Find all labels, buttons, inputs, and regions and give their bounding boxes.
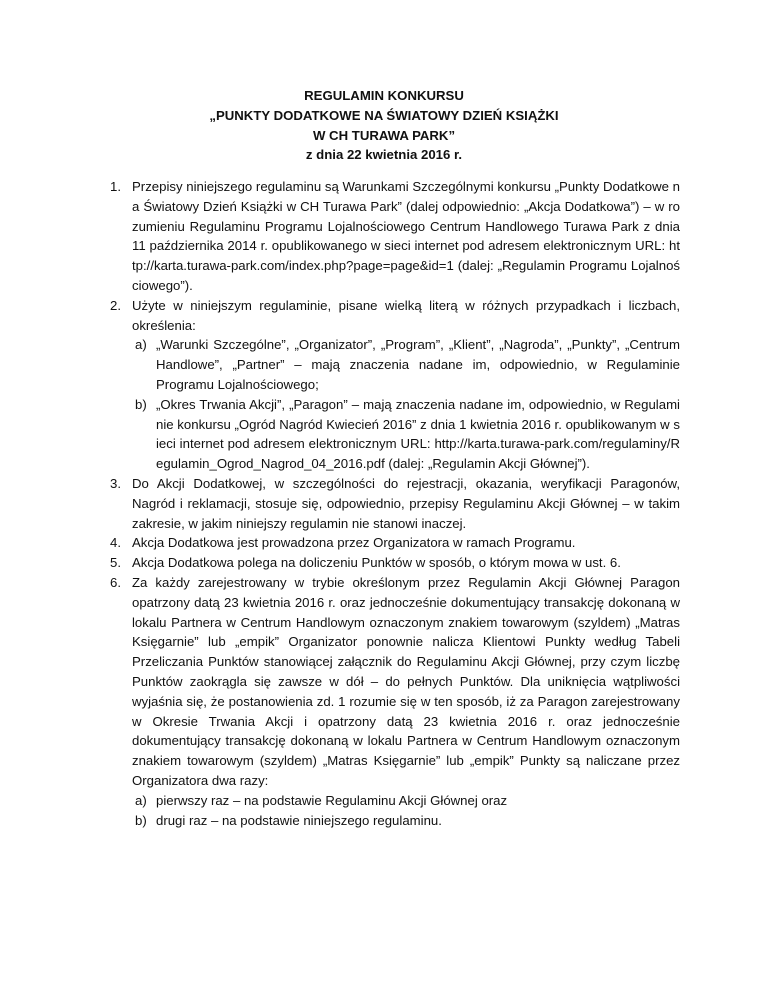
paragraph-1	[108, 177, 680, 296]
title-line-2: „PUNKTY DODATKOWE NA ŚWIATOWY DZIEŃ KSIĄŻKI	[209, 107, 559, 123]
paragraph-3	[108, 474, 680, 533]
document-title	[0, 86, 768, 165]
subitem-b	[132, 811, 680, 831]
paragraph-text: Za każdy zarejestrowany w trybie określonym przez Regulamin Akcji Głównej Paragon opatrzony datą 23 kwietnia 2016 r. oraz jednocześnie dokumentujący transakcję dokonaną w lokalu Partnera w Centrum Handlowym oznaczonym znakiem towarowym (szyldem) „Matras Księgarnie” lub „empik” Organizator ponownie nalicza Klientowi Punkty według Tabeli Przeliczania Punktów stanowiącej załącznik do Regulaminu Akcji Głównej, przy czym liczbę Punktów zaokrągla się zawsze w dół – do pełnych Punktów. Dla uniknięcia wątpliwości wyjaśnia się, że postanowienia zd. 1 rozumie się w ten sposób, iż za Paragon zarejestrowany w Okresie Trwania Akcji i opatrzony datą 23 kwietnia 2016 r. oraz jednocześnie dokumentujący transakcję dokonaną w lokalu Partnera w Centrum Handlowym oznaczonym znakiem towarowym (szyldem) „Matras Księgarnie” lub „empik” Punkty są naliczane przez Organizatora dwa razy:	[132, 574, 680, 788]
subitem-a	[132, 335, 680, 394]
subitem-a	[132, 791, 680, 811]
paragraph-text: Przepisy niniejszego regulaminu są Warunkami Szczególnymi konkursu „Punkty Dodatkowe na Światowy Dzień Książki w CH Turawa Park” (dalej odpowiednio: „Akcja Dodatkowa”) – w rozumieniu Regulaminu Programu Lojalnościowego Centrum Handlowego Turawa Park z dnia 11 października 2014 r. opublikowanego w sieci internet pod adresem elektronicznym URL: http://karta.turawa-park.com/index.php?page=page&id=1 (dalej: „Regulamin Programu Lojalnościowego”).	[132, 179, 680, 293]
subitem-label: a)	[135, 792, 147, 808]
subitem-label: b)	[135, 812, 147, 828]
paragraph-number: 2.	[110, 297, 121, 313]
paragraph-text: Do Akcji Dodatkowej, w szczególności do rejestracji, okazania, weryfikacji Paragonów, Nagród i reklamacji, stosuje się, odpowiednio, przepisy Regulaminu Akcji Głównej – w takim zakresie, w jakim niniejszy regulamin nie stanowi inaczej.	[132, 475, 680, 531]
subitem-b	[132, 395, 680, 474]
paragraph-2	[108, 296, 680, 474]
paragraph-6	[108, 573, 680, 830]
regulation-body	[108, 177, 680, 830]
paragraph-text: Akcja Dodatkowa polega na doliczeniu Punktów w sposób, o którym mowa w ust. 6.	[132, 555, 621, 571]
title-line-3: W CH TURAWA PARK”	[312, 127, 456, 143]
subitem-text: „Okres Trwania Akcji”, „Paragon” – mają znaczenia nadane im, odpowiednio, w Regulaminie konkursu „Ogród Nagród Kwiecień 2016” z dnia 1 kwietnia 2016 r. opublikowanym w sieci internet pod adresem elektronicznym URL: http://karta.turawa-park.com/regulaminy/Regulamin_Ogrod_Nagrod_04_2016.pdf (dalej: „Regulamin Akcji Głównej”).	[156, 396, 680, 472]
subitem-text: „Warunki Szczególne”, „Organizator”, „Program”, „Klient”, „Nagroda”, „Punkty”, „Centrum Handlowe”, „Partner” – mają znaczenia nadane im, odpowiednio, w Regulaminie Programu Lojalnościowego;	[156, 337, 680, 392]
subitem-label: a)	[135, 337, 147, 353]
subitem-label: b)	[135, 396, 147, 412]
paragraph-number: 3.	[110, 475, 121, 491]
paragraph-number: 5.	[110, 555, 121, 571]
subitem-text: pierwszy raz – na podstawie Regulaminu Akcji Głównej oraz	[156, 792, 508, 808]
paragraph-number: 6.	[110, 574, 121, 590]
paragraph-4	[108, 533, 680, 553]
paragraph-text: Użyte w niniejszym regulaminie, pisane wielką literą w różnych przypadkach i liczbach, określenia:	[132, 297, 680, 333]
title-line-1: REGULAMIN KONKURSU	[304, 88, 464, 103]
paragraph-5	[108, 553, 680, 573]
paragraph-number: 4.	[110, 535, 121, 551]
title-line-4: z dnia 22 kwietnia 2016 r.	[305, 147, 463, 163]
paragraph-number: 1.	[110, 179, 121, 194]
subitem-text: drugi raz – na podstawie niniejszego regulaminu.	[156, 812, 442, 828]
paragraph-text: Akcja Dodatkowa jest prowadzona przez Organizatora w ramach Programu.	[132, 535, 576, 551]
